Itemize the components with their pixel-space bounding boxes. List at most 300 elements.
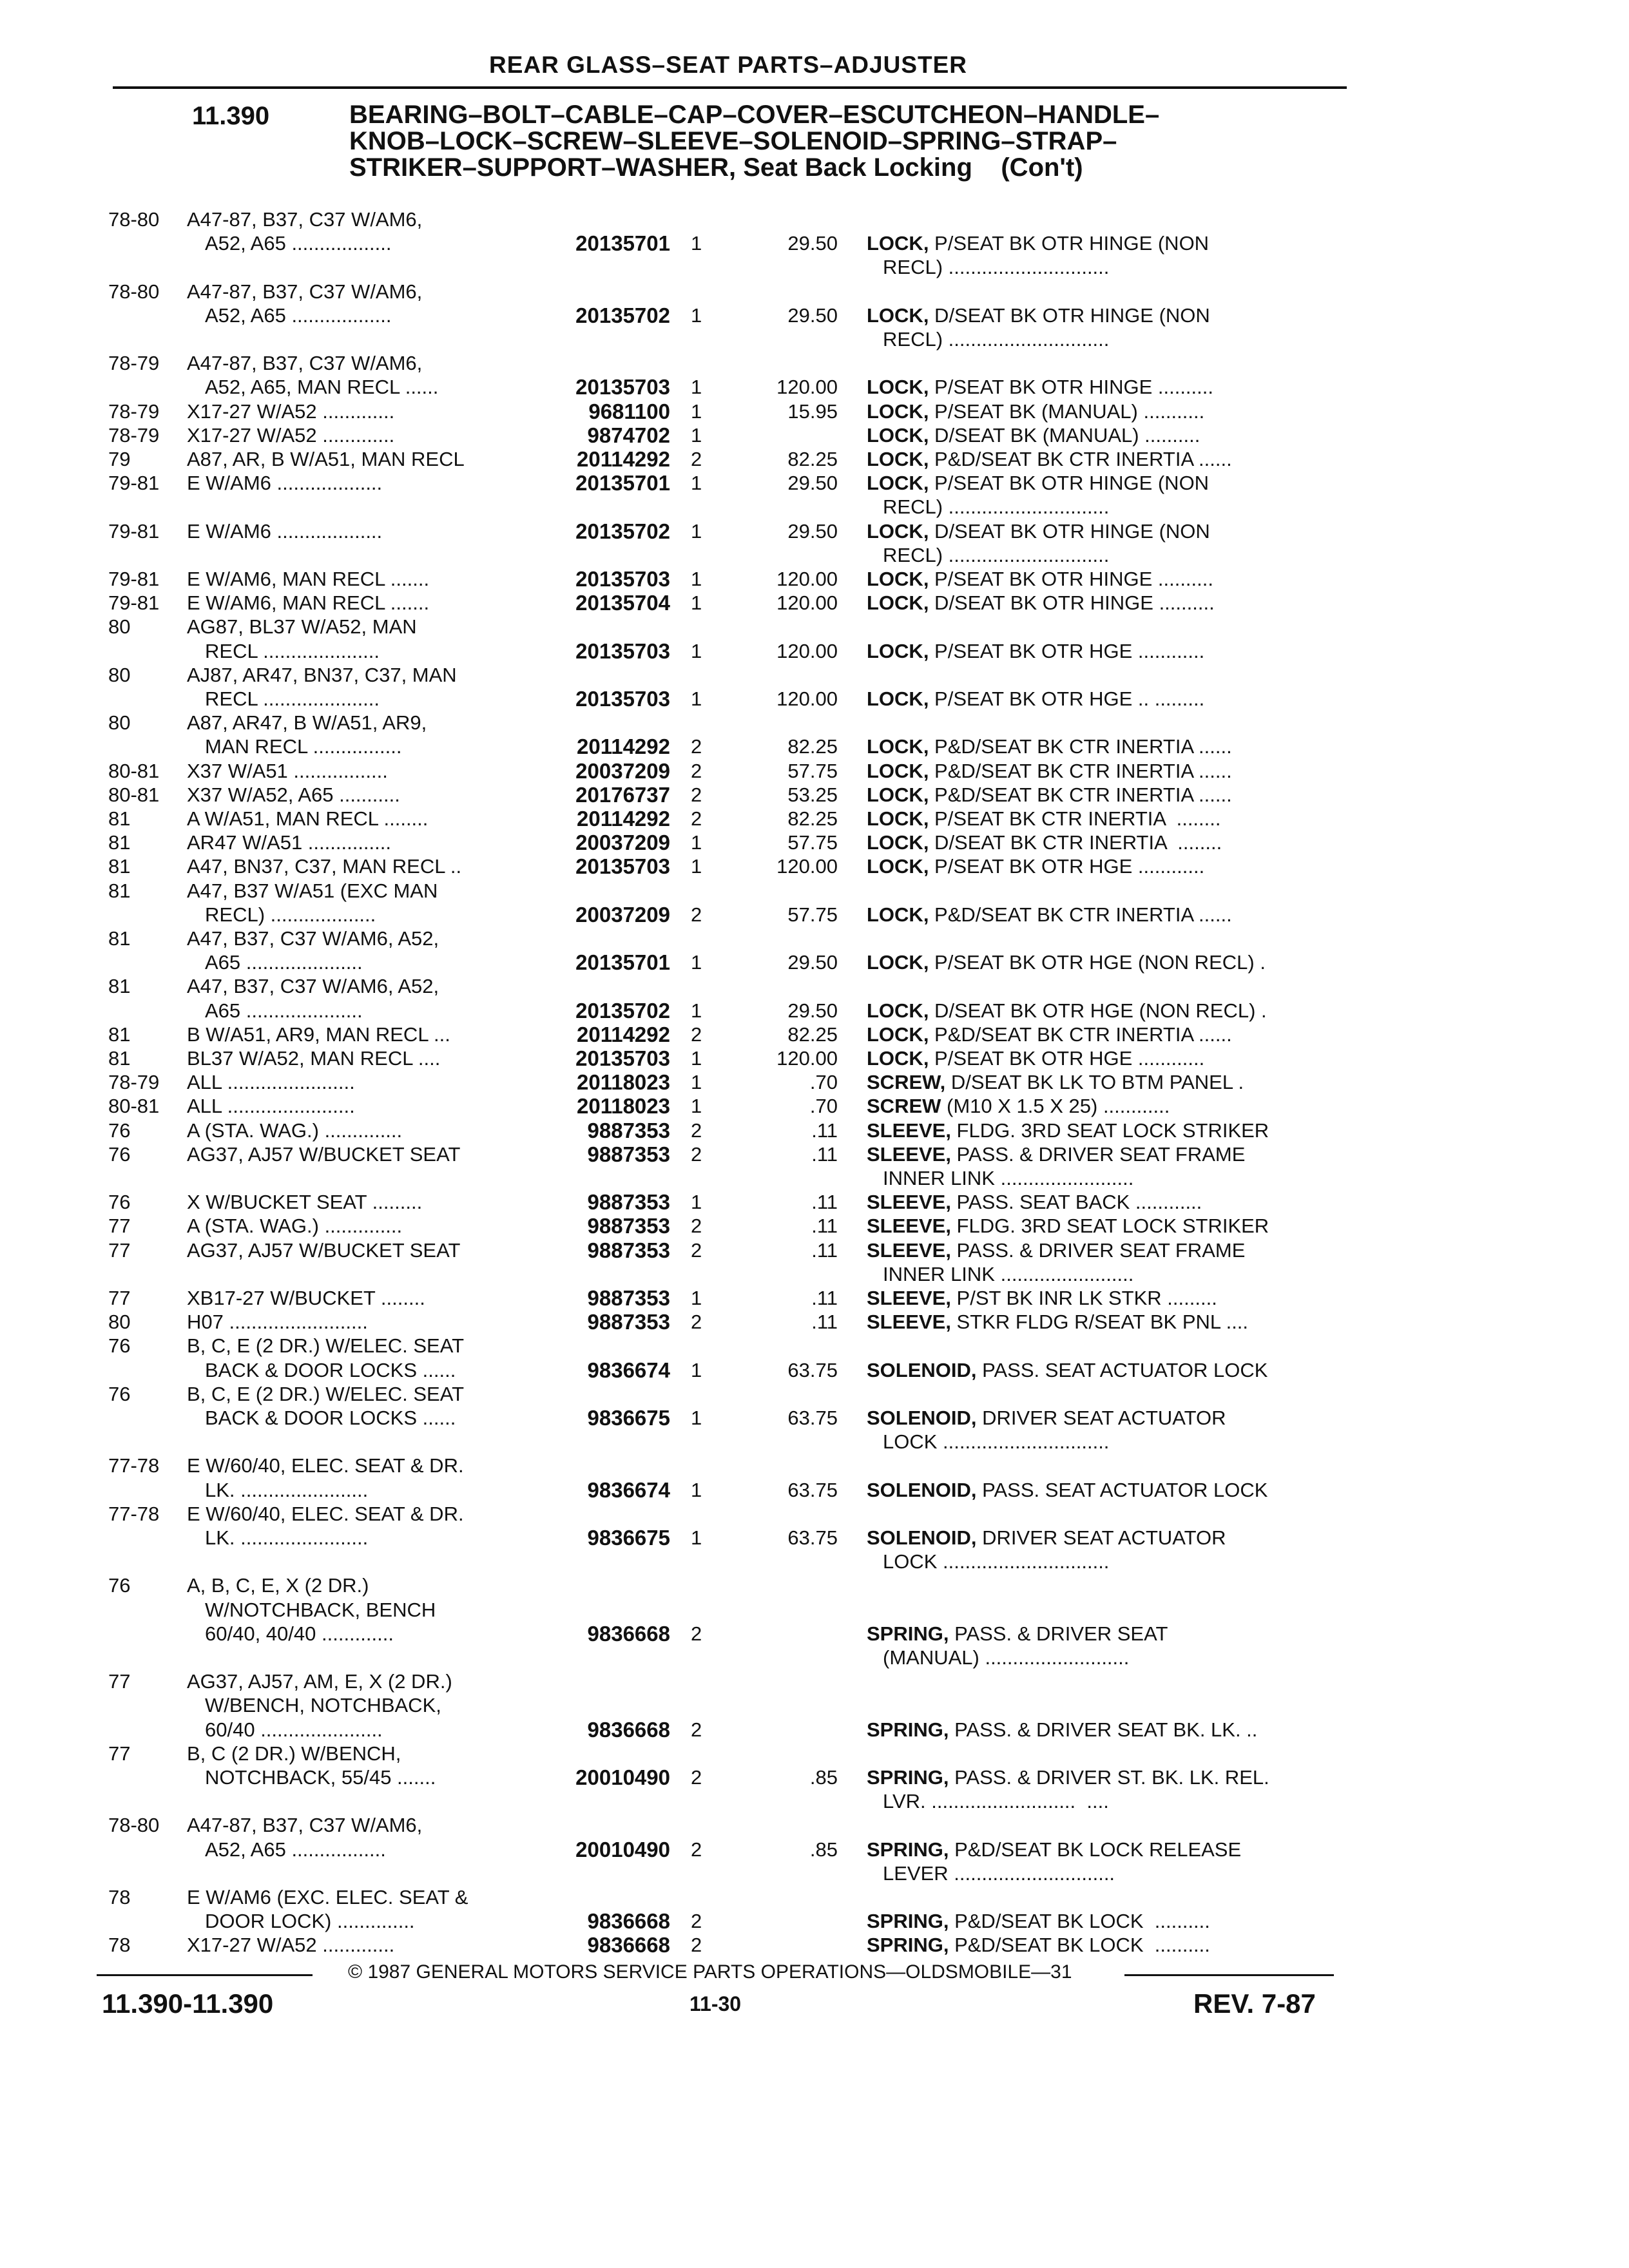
part-description: P/SEAT BK OTR HINGE (NON bbox=[929, 232, 1210, 255]
part-description: INNER LINK ........................ bbox=[883, 1167, 1134, 1189]
part-description: PASS. & DRIVER SEAT BK. LK. .. bbox=[949, 1718, 1258, 1741]
part-name: LOCK, bbox=[867, 807, 929, 830]
year-cell: 76 bbox=[108, 1383, 131, 1405]
part-name: LOCK, bbox=[867, 520, 929, 543]
year-cell: 80 bbox=[108, 711, 131, 734]
description-cell bbox=[867, 1718, 1344, 1742]
description-cell bbox=[883, 255, 1344, 279]
year-cell: 80-81 bbox=[108, 760, 160, 782]
part-description: DRIVER SEAT ACTUATOR bbox=[976, 1407, 1226, 1429]
model-cell: A47-87, B37, C37 W/AM6, bbox=[187, 208, 423, 231]
part-name: LOCK, bbox=[867, 232, 929, 255]
description-cell bbox=[867, 1909, 1344, 1933]
footer-copyright: © 1987 GENERAL MOTORS SERVICE PARTS OPERATIONS—OLDSMOBILE—31 bbox=[348, 1961, 1072, 1983]
part-name: LOCK, bbox=[867, 304, 929, 327]
price-cell: .11 bbox=[811, 1191, 838, 1213]
part-name: SLEEVE, bbox=[867, 1191, 951, 1213]
part-description: P/SEAT BK OTR HINGE (NON bbox=[929, 472, 1210, 494]
quantity-cell: 2 bbox=[691, 1718, 702, 1741]
part-description: P&D/SEAT BK LOCK RELEASE bbox=[949, 1838, 1242, 1861]
description-cell bbox=[867, 854, 1344, 878]
model-cell: E W/AM6 (EXC. ELEC. SEAT & bbox=[187, 1886, 468, 1908]
price-cell: 63.75 bbox=[787, 1407, 838, 1429]
description-cell bbox=[867, 1119, 1344, 1142]
part-number-cell: 20037209 bbox=[575, 759, 670, 783]
price-cell: 120.00 bbox=[776, 855, 838, 878]
year-cell: 81 bbox=[108, 807, 131, 830]
model-cell: A47-87, B37, C37 W/AM6, bbox=[187, 352, 423, 374]
year-cell: 79-81 bbox=[108, 520, 160, 543]
quantity-cell: 2 bbox=[691, 1119, 702, 1142]
part-name: LOCK, bbox=[867, 400, 929, 423]
model-cell: A52, A65 .................. bbox=[205, 232, 392, 255]
footer-page-number: 11-30 bbox=[689, 1992, 742, 2015]
description-cell bbox=[867, 735, 1344, 758]
year-cell: 78-80 bbox=[108, 280, 160, 303]
description-cell bbox=[867, 1838, 1344, 1861]
year-cell: 79 bbox=[108, 448, 131, 470]
page-title: REAR GLASS–SEAT PARTS–ADJUSTER bbox=[488, 52, 967, 78]
description-cell bbox=[867, 471, 1344, 495]
footer-section-range: 11.390-11.390 bbox=[102, 1988, 274, 2019]
model-cell: B, C, E (2 DR.) W/ELEC. SEAT bbox=[187, 1334, 465, 1357]
model-cell: A47-87, B37, C37 W/AM6, bbox=[187, 280, 423, 303]
description-cell bbox=[867, 783, 1344, 807]
part-description: P/SEAT BK (MANUAL) ........... bbox=[929, 400, 1205, 423]
part-number-cell: 9836668 bbox=[587, 1622, 670, 1646]
part-number-cell: 20135702 bbox=[575, 519, 670, 543]
model-cell: AG37, AJ57 W/BUCKET SEAT bbox=[187, 1239, 461, 1262]
part-name: SLEEVE, bbox=[867, 1287, 951, 1309]
part-name: LOCK, bbox=[867, 424, 929, 447]
price-cell: .11 bbox=[811, 1215, 838, 1237]
year-cell: 79-81 bbox=[108, 472, 160, 494]
model-cell: DOOR LOCK) .............. bbox=[205, 1910, 415, 1932]
price-cell: 82.25 bbox=[787, 735, 838, 758]
model-cell: A47, B37, C37 W/AM6, A52, bbox=[187, 927, 439, 950]
quantity-cell: 2 bbox=[691, 807, 702, 830]
quantity-cell: 2 bbox=[691, 1023, 702, 1046]
part-name: LOCK, bbox=[867, 376, 929, 398]
part-number-cell: 9887353 bbox=[587, 1238, 670, 1262]
description-cell bbox=[867, 303, 1344, 327]
price-cell: 120.00 bbox=[776, 568, 838, 590]
model-cell: 60/40 ...................... bbox=[205, 1718, 383, 1741]
model-cell: A52, A65, MAN RECL ...... bbox=[205, 376, 439, 398]
part-name: SOLENOID, bbox=[867, 1526, 977, 1549]
part-description: PASS. & DRIVER SEAT bbox=[949, 1622, 1168, 1645]
price-cell: 120.00 bbox=[776, 687, 838, 710]
description-cell bbox=[867, 1070, 1344, 1094]
description-cell bbox=[867, 1190, 1344, 1214]
part-description: P/ST BK INR LK STKR ......... bbox=[950, 1287, 1217, 1309]
quantity-cell: 1 bbox=[691, 951, 702, 974]
year-cell: 78-80 bbox=[108, 208, 160, 231]
model-cell: W/NOTCHBACK, BENCH bbox=[205, 1599, 436, 1621]
part-description: P&D/SEAT BK CTR INERTIA ...... bbox=[929, 1023, 1232, 1046]
quantity-cell: 2 bbox=[691, 760, 702, 782]
section-number: 11.390 bbox=[192, 102, 270, 130]
year-cell: 77 bbox=[108, 1215, 131, 1237]
price-cell: 29.50 bbox=[787, 999, 838, 1022]
section-title bbox=[349, 102, 1251, 181]
part-name: LOCK, bbox=[867, 831, 929, 854]
year-cell: 81 bbox=[108, 831, 131, 854]
model-cell: A47, B37, C37 W/AM6, A52, bbox=[187, 975, 439, 997]
description-cell bbox=[867, 1310, 1344, 1334]
description-cell bbox=[867, 567, 1344, 591]
quantity-cell: 1 bbox=[691, 1095, 702, 1117]
part-number-cell: 9874702 bbox=[587, 423, 670, 447]
model-cell: E W/60/40, ELEC. SEAT & DR. bbox=[187, 1454, 464, 1477]
part-name: SLEEVE, bbox=[867, 1311, 951, 1333]
quantity-cell: 2 bbox=[691, 1934, 702, 1956]
description-cell bbox=[867, 999, 1344, 1023]
description-cell bbox=[867, 807, 1344, 831]
part-description: D/SEAT BK OTR HINGE .......... bbox=[929, 591, 1215, 614]
year-cell: 77 bbox=[108, 1670, 131, 1693]
part-number-cell: 9836668 bbox=[587, 1718, 670, 1742]
year-cell: 78-79 bbox=[108, 424, 160, 447]
year-cell: 77 bbox=[108, 1239, 131, 1262]
part-number-cell: 9836668 bbox=[587, 1909, 670, 1933]
description-cell bbox=[867, 1286, 1344, 1310]
part-name: LOCK, bbox=[867, 640, 929, 662]
quantity-cell: 2 bbox=[691, 1622, 702, 1645]
part-description: P&D/SEAT BK CTR INERTIA ...... bbox=[929, 903, 1232, 926]
model-cell: NOTCHBACK, 55/45 ....... bbox=[205, 1766, 436, 1789]
price-cell: 63.75 bbox=[787, 1526, 838, 1549]
part-number-cell: 9887353 bbox=[587, 1119, 670, 1142]
price-cell: 82.25 bbox=[787, 1023, 838, 1046]
model-cell: A47-87, B37, C37 W/AM6, bbox=[187, 1814, 423, 1836]
description-cell bbox=[867, 399, 1344, 423]
quantity-cell: 1 bbox=[691, 1071, 702, 1093]
part-name: SPRING, bbox=[867, 1838, 949, 1861]
part-description: (MANUAL) .......................... bbox=[883, 1646, 1130, 1669]
quantity-cell: 1 bbox=[691, 640, 702, 662]
model-cell: XB17-27 W/BUCKET ........ bbox=[187, 1287, 425, 1309]
year-cell: 81 bbox=[108, 1023, 131, 1046]
quantity-cell: 1 bbox=[691, 400, 702, 423]
part-number-cell: 20135701 bbox=[575, 231, 670, 255]
part-number-cell: 9887353 bbox=[587, 1142, 670, 1166]
part-name: LOCK, bbox=[867, 760, 929, 782]
part-description: D/SEAT BK OTR HINGE (NON bbox=[929, 520, 1210, 543]
year-cell: 78 bbox=[108, 1886, 131, 1908]
part-number-cell: 9836675 bbox=[587, 1526, 670, 1550]
model-cell: A47, BN37, C37, MAN RECL .. bbox=[187, 855, 462, 878]
price-cell: 82.25 bbox=[787, 807, 838, 830]
section-continued: (Con't) bbox=[1001, 153, 1083, 182]
part-name: LOCK, bbox=[867, 687, 929, 710]
part-description: P&D/SEAT BK CTR INERTIA ...... bbox=[929, 735, 1232, 758]
part-name: SCREW, bbox=[867, 1071, 946, 1093]
model-cell: A87, AR, B W/A51, MAN RECL bbox=[187, 448, 465, 470]
quantity-cell: 2 bbox=[691, 448, 702, 470]
description-cell bbox=[867, 1238, 1344, 1262]
part-description: LOCK .............................. bbox=[883, 1550, 1110, 1573]
quantity-cell: 1 bbox=[691, 831, 702, 854]
year-cell: 81 bbox=[108, 1047, 131, 1070]
price-cell: 120.00 bbox=[776, 376, 838, 398]
part-name: SLEEVE, bbox=[867, 1119, 951, 1142]
footer-rule-right bbox=[1124, 1974, 1334, 1976]
part-number-cell: 20135703 bbox=[575, 854, 670, 878]
quantity-cell: 2 bbox=[691, 735, 702, 758]
model-cell: AJ87, AR47, BN37, C37, MAN bbox=[187, 664, 457, 686]
part-name: SOLENOID, bbox=[867, 1479, 977, 1501]
description-cell bbox=[883, 1861, 1344, 1885]
part-description: PASS. & DRIVER SEAT FRAME bbox=[950, 1239, 1246, 1262]
description-cell bbox=[867, 903, 1344, 927]
model-cell: A47, B37 W/A51 (EXC MAN bbox=[187, 879, 438, 902]
year-cell: 78-80 bbox=[108, 1814, 160, 1836]
description-cell bbox=[883, 495, 1344, 519]
part-number-cell: 20135703 bbox=[575, 639, 670, 663]
part-description: (M10 X 1.5 X 25) ............ bbox=[941, 1095, 1170, 1117]
quantity-cell: 2 bbox=[691, 1311, 702, 1333]
part-name: SOLENOID, bbox=[867, 1359, 977, 1381]
part-description: PASS. & DRIVER SEAT FRAME bbox=[950, 1143, 1246, 1166]
part-number-cell: 20135701 bbox=[575, 950, 670, 974]
part-name: SCREW bbox=[867, 1095, 941, 1117]
model-cell: ALL ....................... bbox=[187, 1071, 355, 1093]
model-cell: A, B, C, E, X (2 DR.) bbox=[187, 1574, 369, 1597]
part-number-cell: 20010490 bbox=[575, 1765, 670, 1789]
model-cell: A52, A65 ................. bbox=[205, 1838, 386, 1861]
description-cell bbox=[883, 543, 1344, 567]
part-description: D/SEAT BK CTR INERTIA ........ bbox=[929, 831, 1222, 854]
quantity-cell: 2 bbox=[691, 1215, 702, 1237]
price-cell: .85 bbox=[809, 1838, 838, 1861]
footer-revision: REV. 7-87 bbox=[1193, 1988, 1316, 2019]
part-description: RECL) ............................. bbox=[883, 328, 1110, 351]
model-cell: X17-27 W/A52 ............. bbox=[187, 400, 395, 423]
part-number-cell: 20135703 bbox=[575, 1046, 670, 1070]
model-cell: E W/AM6 ................... bbox=[187, 520, 383, 543]
part-name: LOCK, bbox=[867, 903, 929, 926]
price-cell: 63.75 bbox=[787, 1479, 838, 1501]
quantity-cell: 2 bbox=[691, 1766, 702, 1789]
part-name: LOCK, bbox=[867, 1047, 929, 1070]
price-cell: .11 bbox=[811, 1119, 838, 1142]
part-number-cell: 20135702 bbox=[575, 303, 670, 327]
part-description: D/SEAT BK OTR HINGE (NON bbox=[929, 304, 1210, 327]
part-number-cell: 20114292 bbox=[576, 807, 670, 831]
year-cell: 76 bbox=[108, 1119, 131, 1142]
part-description: DRIVER SEAT ACTUATOR bbox=[976, 1526, 1226, 1549]
year-cell: 81 bbox=[108, 927, 131, 950]
part-number-cell: 9681100 bbox=[588, 399, 670, 423]
part-name: LOCK, bbox=[867, 951, 929, 974]
part-number-cell: 20114292 bbox=[576, 735, 670, 758]
part-number-cell: 9836674 bbox=[587, 1478, 670, 1502]
part-name: LOCK, bbox=[867, 448, 929, 470]
section-title-line-3a: STRIKER–SUPPORT–WASHER, bbox=[349, 153, 737, 182]
model-cell: A (STA. WAG.) .............. bbox=[187, 1119, 403, 1142]
price-cell: 82.25 bbox=[787, 448, 838, 470]
part-description: P/SEAT BK OTR HGE ............ bbox=[929, 855, 1205, 878]
part-description: P/SEAT BK OTR HINGE .......... bbox=[929, 376, 1213, 398]
part-name: SPRING, bbox=[867, 1718, 949, 1741]
model-cell: A65 ..................... bbox=[205, 951, 363, 974]
part-number-cell: 9887353 bbox=[587, 1214, 670, 1238]
price-cell: 29.50 bbox=[787, 520, 838, 543]
description-cell bbox=[883, 1430, 1344, 1454]
model-cell: A87, AR47, B W/A51, AR9, bbox=[187, 711, 427, 734]
year-cell: 76 bbox=[108, 1574, 131, 1597]
part-name: SOLENOID, bbox=[867, 1407, 977, 1429]
price-cell: 57.75 bbox=[787, 831, 838, 854]
part-number-cell: 9836675 bbox=[587, 1406, 670, 1430]
part-description: P&D/SEAT BK LOCK .......... bbox=[949, 1910, 1210, 1932]
model-cell: AG37, AJ57, AM, E, X (2 DR.) bbox=[187, 1670, 452, 1693]
part-description: P&D/SEAT BK CTR INERTIA ...... bbox=[929, 760, 1232, 782]
part-number-cell: 20176737 bbox=[575, 783, 670, 807]
year-cell: 80 bbox=[108, 615, 131, 638]
part-description: PASS. SEAT BACK ............ bbox=[950, 1191, 1202, 1213]
quantity-cell: 1 bbox=[691, 376, 702, 398]
part-number-cell: 9836668 bbox=[587, 1933, 670, 1957]
model-cell: RECL ..................... bbox=[205, 687, 380, 710]
year-cell: 81 bbox=[108, 855, 131, 878]
part-description: LVR. .......................... .... bbox=[883, 1790, 1109, 1812]
part-number-cell: 20114292 bbox=[576, 447, 670, 471]
price-cell: 53.25 bbox=[787, 783, 838, 806]
part-number-cell: 9887353 bbox=[587, 1310, 670, 1334]
part-number-cell: 20135703 bbox=[575, 567, 670, 591]
part-name: SPRING, bbox=[867, 1934, 949, 1956]
part-description: P&D/SEAT BK LOCK .......... bbox=[949, 1934, 1210, 1956]
part-description: LOCK .............................. bbox=[883, 1430, 1110, 1453]
quantity-cell: 1 bbox=[691, 1407, 702, 1429]
quantity-cell: 1 bbox=[691, 855, 702, 878]
part-name: LOCK, bbox=[867, 472, 929, 494]
description-cell bbox=[867, 1214, 1344, 1238]
quantity-cell: 1 bbox=[691, 472, 702, 494]
part-number-cell: 20135701 bbox=[575, 471, 670, 495]
part-name: SLEEVE, bbox=[867, 1215, 951, 1237]
price-cell: 120.00 bbox=[776, 591, 838, 614]
year-cell: 76 bbox=[108, 1143, 131, 1166]
part-name: SPRING, bbox=[867, 1766, 949, 1789]
quantity-cell: 2 bbox=[691, 1239, 702, 1262]
price-cell: 29.50 bbox=[787, 232, 838, 255]
quantity-cell: 1 bbox=[691, 687, 702, 710]
description-cell bbox=[867, 1478, 1344, 1502]
year-cell: 76 bbox=[108, 1191, 131, 1213]
part-number-cell: 20135702 bbox=[575, 999, 670, 1023]
quantity-cell: 1 bbox=[691, 424, 702, 447]
part-name: LOCK, bbox=[867, 855, 929, 878]
description-cell bbox=[867, 1765, 1344, 1789]
part-number-cell: 9887353 bbox=[587, 1286, 670, 1310]
part-description: P/SEAT BK CTR INERTIA ........ bbox=[929, 807, 1221, 830]
description-cell bbox=[883, 327, 1344, 351]
model-cell: AR47 W/A51 ............... bbox=[187, 831, 391, 854]
model-cell: X17-27 W/A52 ............. bbox=[187, 1934, 395, 1956]
price-cell: 29.50 bbox=[787, 304, 838, 327]
part-number-cell: 20010490 bbox=[575, 1838, 670, 1861]
part-number-cell: 9887353 bbox=[587, 1190, 670, 1214]
model-cell: E W/AM6 ................... bbox=[187, 472, 383, 494]
description-cell bbox=[867, 231, 1344, 255]
description-cell bbox=[883, 1646, 1344, 1669]
part-description: P/SEAT BK OTR HGE ............ bbox=[929, 640, 1205, 662]
model-cell: H07 ......................... bbox=[187, 1311, 368, 1333]
description-cell bbox=[883, 1789, 1344, 1813]
part-number-cell: 20037209 bbox=[575, 831, 670, 854]
price-cell: .70 bbox=[809, 1095, 838, 1117]
quantity-cell: 1 bbox=[691, 1287, 702, 1309]
section-title-line-2: KNOB–LOCK–SCREW–SLEEVE–SOLENOID–SPRING–STRAP– bbox=[349, 127, 1117, 155]
model-cell: ALL ....................... bbox=[187, 1095, 355, 1117]
part-description: RECL) ............................. bbox=[883, 544, 1110, 566]
year-cell: 80 bbox=[108, 1311, 131, 1333]
part-description: PASS. SEAT ACTUATOR LOCK bbox=[976, 1359, 1268, 1381]
footer-rule-left bbox=[97, 1974, 313, 1976]
part-description: D/SEAT BK OTR HGE (NON RECL) . bbox=[929, 999, 1267, 1022]
description-cell bbox=[867, 423, 1344, 447]
model-cell: BACK & DOOR LOCKS ...... bbox=[205, 1407, 456, 1429]
description-cell bbox=[867, 1023, 1344, 1046]
part-name: SLEEVE, bbox=[867, 1239, 951, 1262]
part-description: RECL) ............................. bbox=[883, 256, 1110, 278]
quantity-cell: 1 bbox=[691, 1479, 702, 1501]
model-cell: BL37 W/A52, MAN RECL .... bbox=[187, 1047, 441, 1070]
price-cell: .11 bbox=[811, 1311, 838, 1333]
model-cell: E W/AM6, MAN RECL ....... bbox=[187, 591, 430, 614]
part-number-cell: 20114292 bbox=[576, 1023, 670, 1046]
part-number-cell: 20135703 bbox=[575, 375, 670, 399]
part-name: LOCK, bbox=[867, 735, 929, 758]
model-cell: X17-27 W/A52 ............. bbox=[187, 424, 395, 447]
price-cell: 29.50 bbox=[787, 472, 838, 494]
quantity-cell: 2 bbox=[691, 1910, 702, 1932]
description-cell bbox=[867, 831, 1344, 854]
section-title-line-1: BEARING–BOLT–CABLE–CAP–COVER–ESCUTCHEON–HANDLE– bbox=[349, 101, 1160, 129]
description-cell bbox=[867, 1094, 1344, 1118]
part-description: P/SEAT BK OTR HGE (NON RECL) . bbox=[929, 951, 1266, 974]
quantity-cell: 2 bbox=[691, 903, 702, 926]
year-cell: 80 bbox=[108, 664, 131, 686]
year-cell: 79-81 bbox=[108, 591, 160, 614]
part-number-cell: 20135704 bbox=[575, 591, 670, 615]
quantity-cell: 1 bbox=[691, 999, 702, 1022]
part-description: PASS. & DRIVER ST. BK. LK. REL. bbox=[949, 1766, 1269, 1789]
year-cell: 78 bbox=[108, 1934, 131, 1956]
model-cell: X W/BUCKET SEAT ......... bbox=[187, 1191, 423, 1213]
model-cell: AG87, BL37 W/A52, MAN bbox=[187, 615, 417, 638]
description-cell bbox=[867, 1622, 1344, 1646]
part-number-cell: 20118023 bbox=[576, 1094, 670, 1118]
description-cell bbox=[867, 1933, 1344, 1957]
description-cell bbox=[867, 687, 1344, 711]
description-cell bbox=[867, 1406, 1344, 1430]
price-cell: 15.95 bbox=[787, 400, 838, 423]
year-cell: 77-78 bbox=[108, 1503, 160, 1525]
header-rule bbox=[113, 86, 1347, 89]
quantity-cell: 1 bbox=[691, 232, 702, 255]
price-cell: 63.75 bbox=[787, 1359, 838, 1381]
price-cell: .70 bbox=[809, 1071, 838, 1093]
model-cell: A65 ..................... bbox=[205, 999, 363, 1022]
description-cell bbox=[867, 950, 1344, 974]
year-cell: 79-81 bbox=[108, 568, 160, 590]
description-cell bbox=[867, 591, 1344, 615]
part-name: LOCK, bbox=[867, 783, 929, 806]
